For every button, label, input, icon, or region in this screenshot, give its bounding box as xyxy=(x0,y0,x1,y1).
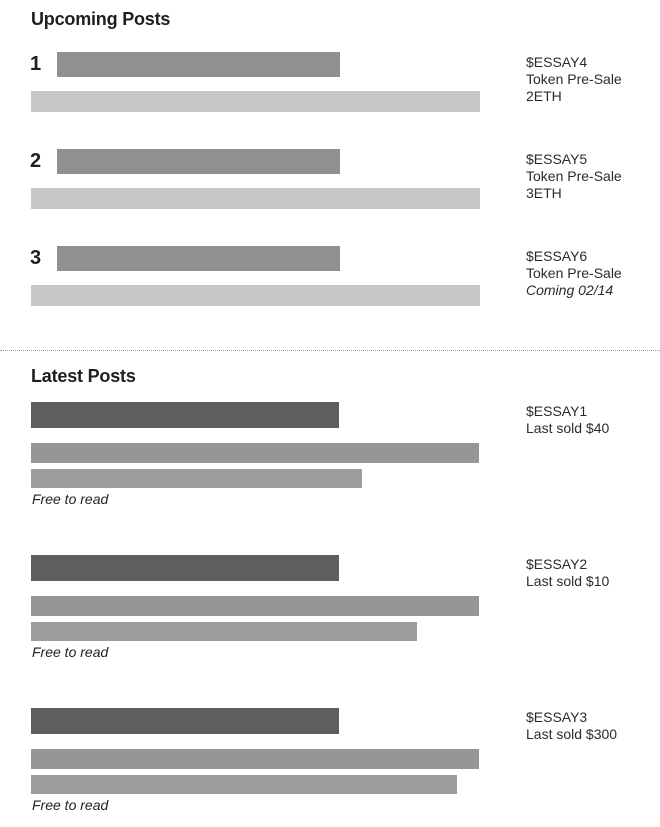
post-title-placeholder-bar xyxy=(57,52,340,77)
post-token-label xyxy=(526,54,622,105)
post-body-placeholder-bar xyxy=(31,749,479,769)
post-token-label xyxy=(526,248,622,299)
latest-posts-heading: Latest Posts xyxy=(31,366,136,386)
token-name: $ESSAY5 xyxy=(526,151,588,167)
section-divider xyxy=(0,350,660,351)
post-title-placeholder-bar xyxy=(57,149,340,174)
latest-post-item-3[interactable] xyxy=(0,708,660,820)
post-title-placeholder-bar xyxy=(31,708,339,734)
post-rank-number: 2 xyxy=(30,150,42,172)
token-name: $ESSAY2 xyxy=(526,556,588,572)
post-token-label xyxy=(526,556,609,590)
last-sold-price: Last sold $300 xyxy=(526,726,618,742)
latest-post-item-2[interactable] xyxy=(0,555,660,667)
post-subtitle-placeholder-bar xyxy=(31,188,480,209)
token-name: $ESSAY3 xyxy=(526,709,588,725)
post-subtitle-placeholder-bar xyxy=(31,91,480,112)
post-title-placeholder-bar xyxy=(31,555,339,581)
post-token-label xyxy=(526,709,617,743)
free-to-read-label: Free to read xyxy=(32,491,109,507)
post-token-label xyxy=(526,403,609,437)
free-to-read-label: Free to read xyxy=(32,644,109,660)
last-sold-price: Last sold $40 xyxy=(526,420,610,436)
upcoming-post-item-3[interactable] xyxy=(0,246,660,308)
token-sale-type: Token Pre-Sale xyxy=(526,71,622,87)
post-body-placeholder-bar xyxy=(31,775,457,794)
token-coming-date: Coming 02/14 xyxy=(526,282,614,298)
post-rank-number: 1 xyxy=(30,53,42,75)
free-to-read-label: Free to read xyxy=(32,797,109,813)
post-body-placeholder-bar xyxy=(31,622,417,641)
post-body-placeholder-bar xyxy=(31,443,479,463)
token-sale-type: Token Pre-Sale xyxy=(526,265,622,281)
upcoming-post-item-1[interactable] xyxy=(0,52,660,114)
post-rank-number: 3 xyxy=(30,247,42,269)
post-title-placeholder-bar xyxy=(57,246,340,271)
token-price: 3ETH xyxy=(526,185,562,201)
post-token-label xyxy=(526,151,622,202)
post-body-placeholder-bar xyxy=(31,596,479,616)
token-sale-type: Token Pre-Sale xyxy=(526,168,622,184)
token-price: 2ETH xyxy=(526,88,562,104)
last-sold-price: Last sold $10 xyxy=(526,573,610,589)
post-body-placeholder-bar xyxy=(31,469,362,488)
token-name: $ESSAY6 xyxy=(526,248,588,264)
upcoming-posts-heading: Upcoming Posts xyxy=(31,9,171,29)
post-subtitle-placeholder-bar xyxy=(31,285,480,306)
post-title-placeholder-bar xyxy=(31,402,339,428)
token-name: $ESSAY1 xyxy=(526,403,588,419)
latest-post-item-1[interactable] xyxy=(0,402,660,514)
token-name: $ESSAY4 xyxy=(526,54,588,70)
upcoming-post-item-2[interactable] xyxy=(0,149,660,211)
